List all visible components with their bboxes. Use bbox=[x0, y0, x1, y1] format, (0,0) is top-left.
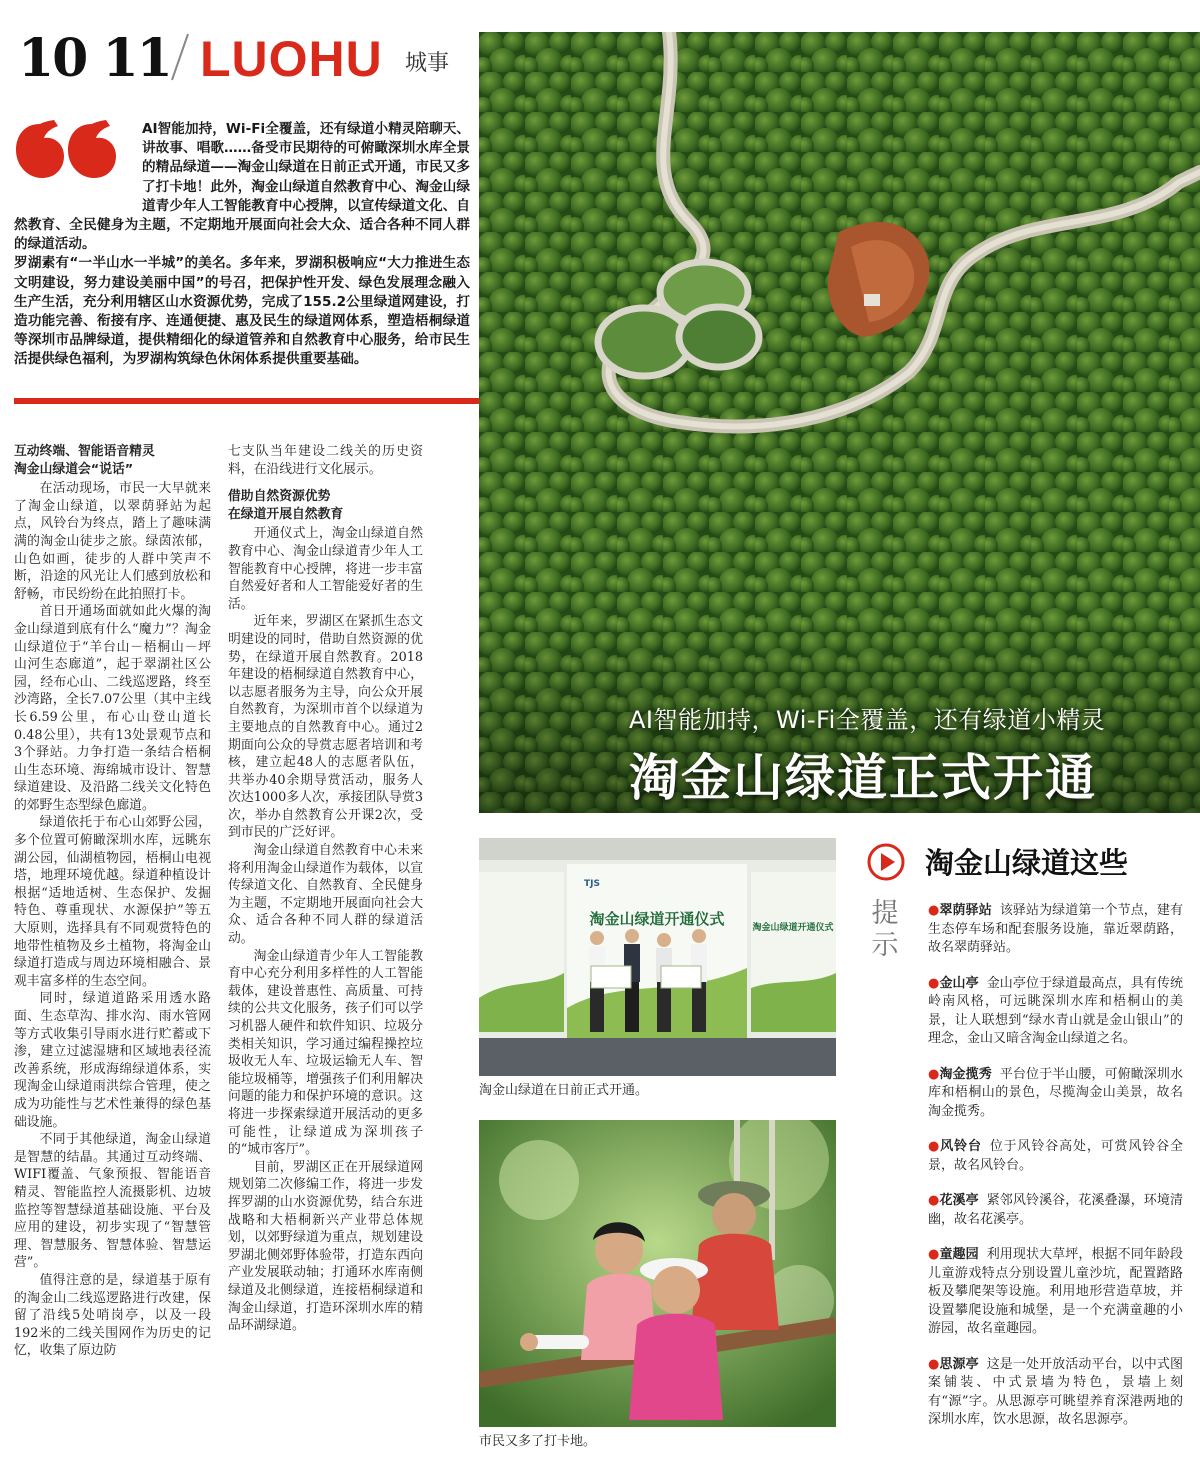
article-paragraph: 开通仪式上，淘金山绿道自然教育中心、淘金山绿道青少年人工智能教育中心授牌，将进一步丰富自然爱好者和人工智能爱好者的生活。 bbox=[228, 526, 423, 612]
tips-list bbox=[928, 902, 1183, 1447]
article-paragraph: 淘金山绿道自然教育中心未来将利用淘金山绿道作为载体，以宣传绿道文化、自然教育、全民健身为主题，不定期地开展面向社会大众、适合各种不同人群的绿道活动。 bbox=[228, 843, 423, 947]
intro-paragraph-2: 罗湖素有“一半山水一半城”的美名。多年来，罗湖积极响应“大力推进生态文明建设，努力建设美丽中国”的号召，把保护性开发、绿色发展理念融入生产生活，充分利用辖区山水资源优势，完成了155.2公里绿道网建设，打造功能完善、衔接有序、连通便捷、惠及民生的绿道网体系，塑造梧桐绿道等深圳市品牌绿道，提供精细化的绿道管养和自然教育中心服务，给市民生活提供绿色福利，为罗湖构筑绿色休闲体系提供重要基础。 bbox=[14, 255, 470, 368]
slash-divider bbox=[168, 32, 190, 82]
intro-divider bbox=[14, 398, 479, 404]
tip-item: ●金山亭 金山亭位于绿道最高点，具有传统岭南风格，可远眺深圳水库和梧桐山的美景，让人联想到“绿水青山就是金山银山”的理念，金山又暗含淘金山绿道之名。 bbox=[928, 975, 1183, 1046]
section-subtitle: 城事 bbox=[405, 51, 450, 76]
intro-paragraph-1: AI智能加持，Wi-Fi全覆盖，还有绿道小精灵陪聊天、讲故事、唱歌……备受市民期待的可俯瞰深圳水库全景的精品绿道——淘金山绿道在日前正式开通，市民又多了打卡地！此外，淘金山绿道自然教育中心、淘金山绿道青少年人工智能教育中心授牌，以宣传绿道文化、自然教育、全民健身为主题，不定期地开展面向社会大众、适合各种不同人群的绿道活动。 bbox=[14, 121, 470, 253]
article-column-2 bbox=[228, 443, 423, 1335]
subheading-1: 互动终端、智能语音精灵 淘金山绿道会“说话” bbox=[14, 444, 155, 477]
tip-item: ●风铃台 位于风铃谷高处，可赏风铃谷全景，故名风铃台。 bbox=[928, 1139, 1183, 1173]
article-paragraph: 首日开通场面就如此火爆的淘金山绿道到底有什么“魔力”？淘金山绿道位于“羊台山－梧桐山－坪山河生态廊道”，起于翠湖社区公园，经布心山、二线巡逻路，终至沙湾路，全长7.07公里（其中主线长6.59公里，布心山登山道长0.48公里），共有13处景观节点和3个驿站。力争打造一条结合梧桐山生态环境、海绵城市设计、智慧绿道建设、及沿路二线关文化特色的郊野生态型绿色廊道。 bbox=[14, 604, 211, 813]
tip-item: ●花溪亭 紧邻风铃溪谷，花溪叠瀑，环境清幽，故名花溪亭。 bbox=[928, 1193, 1183, 1227]
hero-aerial-photo bbox=[479, 32, 1200, 813]
page-numbers: 10 11 bbox=[18, 28, 171, 89]
article-paragraph: 不同于其他绿道，淘金山绿道是智慧的结晶。其通过互动终端、WIFI覆盖、气象预报、智能语音精灵、智能监控人流摄影机、边坡监控等智慧绿道基础设施、平台及应用的建设，初步实现了“智慧管理、智慧服务、智慧体验、智慧运营”。 bbox=[14, 1132, 211, 1271]
play-circle-icon bbox=[866, 842, 906, 882]
tip-item: ●童趣园 利用现状大草坪，根据不同年龄段儿童游戏特点分别设置儿童沙坑，配置踏路板及攀爬架等设施。利用地形营造草坡，并设置攀爬设施和城堡，是一个充满童趣的小游园，故名童趣园。 bbox=[928, 1247, 1183, 1336]
tip-item: ●淘金揽秀 平台位于半山腰，可俯瞰深圳水库和梧桐山的景色，尽揽淘金山美景，故名淘金揽秀。 bbox=[928, 1066, 1183, 1119]
tip-item: ●翠荫驿站 该驿站为绿道第一个节点，建有生态停车场和配套服务设施，靠近翠荫路，故名翠荫驿站。 bbox=[928, 903, 1183, 955]
article-paragraph: 目前，罗湖区正在开展绿道网规划第二次修编工作，将进一步发挥罗湖的山水资源优势，结合东进战略和大梧桐新兴产业带总体规划，以郊野绿道为重点，规划建设罗湖北侧郊野体验带，打造东西向产业发展联动轴；打通环水库南侧绿道及北侧绿道，连接梧桐绿道和淘金山绿道，打造环深圳水库的精品环湖绿道。 bbox=[228, 1159, 423, 1334]
article-paragraph: 近年来，罗湖区在紧抓生态文明建设的同时，借助自然资源的优势，在绿道开展自然教育。2018年建设的梧桐绿道自然教育中心，以志愿者服务为主导，向公众开展自然教育，为深圳市首个以绿道为主要地点的自然教育中心。通过2期面向公众的导赏志愿者培训和考核，建立起48人的志愿者队伍，共举办40余期导赏活动，服务人次达1000多人次，承接团队导赏3次，举办自然教育公开课2次，受到市民的广泛好评。 bbox=[228, 614, 423, 841]
article-paragraph: 七支队当年建设二线关的历史资料，在沿线进行文化展示。 bbox=[228, 444, 423, 477]
hero-subtitle: AI智能加持，Wi-Fi全覆盖，还有绿道小精灵 bbox=[629, 706, 1106, 734]
hikers-caption: 市民又多了打卡地。 bbox=[479, 1434, 597, 1449]
ceremony-caption: 淘金山绿道在日前正式开通。 bbox=[479, 1083, 649, 1098]
banner-title: 淘金山绿道开通仪式 bbox=[589, 910, 725, 928]
banner-logo: TJS bbox=[584, 879, 600, 889]
hikers-photo bbox=[479, 1120, 836, 1427]
subheading-2: 借助自然资源优势 在绿道开展自然教育 bbox=[228, 489, 344, 522]
intro-lead bbox=[14, 120, 470, 370]
tip-item: ●思源亭 这是一处开放活动平台，以中式图案铺装、中式景墙为特色，景墙上刻有“源”字。从思源亭可眺望养育深港两地的深圳水库，饮水思源，故名思源亭。 bbox=[928, 1356, 1183, 1427]
hero-headline: 淘金山绿道正式开通 bbox=[629, 749, 1097, 807]
ceremony-photo bbox=[479, 838, 836, 1076]
article-paragraph: 同时，绿道道路采用透水路面、生态草沟、排水沟、雨水管网等方式收集引导雨水进行贮蓄或下渗，建立过滤湿塘和区域地表径流改善系统，形成海绵绿道体系，实现淘金山绿道雨洪综合管理，使之成为功能性与艺术性兼得的绿色基础设施。 bbox=[14, 991, 211, 1130]
article-paragraph: 绿道依托于布心山郊野公园，多个位置可俯瞰深圳水库，远眺东湖公园，仙湖植物园，梧桐山电视塔，地理环境优越。绿道种植设计根据“适地适树、生态保护、发掘特色、尊重现状、水源保护”等五大原则，选择具有不同观赏特色的地带性植物及乡土植物，将淘金山绿道打造成与周边环境相融合、景观丰富多样的生态空间。 bbox=[14, 815, 211, 989]
tips-heading: 淘金山绿道这些 bbox=[925, 846, 1129, 880]
article-paragraph: 淘金山绿道青少年人工智能教育中心充分利用多样性的人工智能载体，建设普惠性、高质量、可持续的公共文化服务，孩子们可以学习机器人硬件和软件知识、垃圾分类相关知识，学习通过编程操控垃圾收无人车、垃圾运输无人车、智能垃圾桶等，增强孩子们利用解决问题的能力和保护环境的意识。这将进一步探索绿道开展活动的更多可能性，让绿道成为深圳孩子的“城市客厅”。 bbox=[228, 948, 423, 1158]
article-paragraph: 在活动现场，市民一大早就来了淘金山绿道，以翠荫驿站为起点，风铃台为终点，踏上了趣味满满的淘金山徒步之旅。绿茵浓郁，山色如画，徒步的人群中笑声不断，沿途的风光让人们感到放松和舒畅，市民纷纷在此拍照打卡。 bbox=[14, 481, 211, 602]
article-column-1 bbox=[14, 443, 211, 1360]
article-paragraph: 值得注意的是，绿道基于原有的淘金山二线巡逻路进行改建，保留了沿线5处哨岗亭，以及一段192米的二线关围网作为历史的记忆，收集了原边防 bbox=[14, 1272, 211, 1359]
section-title: LUOHU bbox=[200, 31, 383, 87]
tips-label: 提示 bbox=[871, 898, 899, 961]
banner-side-title: 淘金山绿道开通仪式 bbox=[752, 923, 834, 933]
